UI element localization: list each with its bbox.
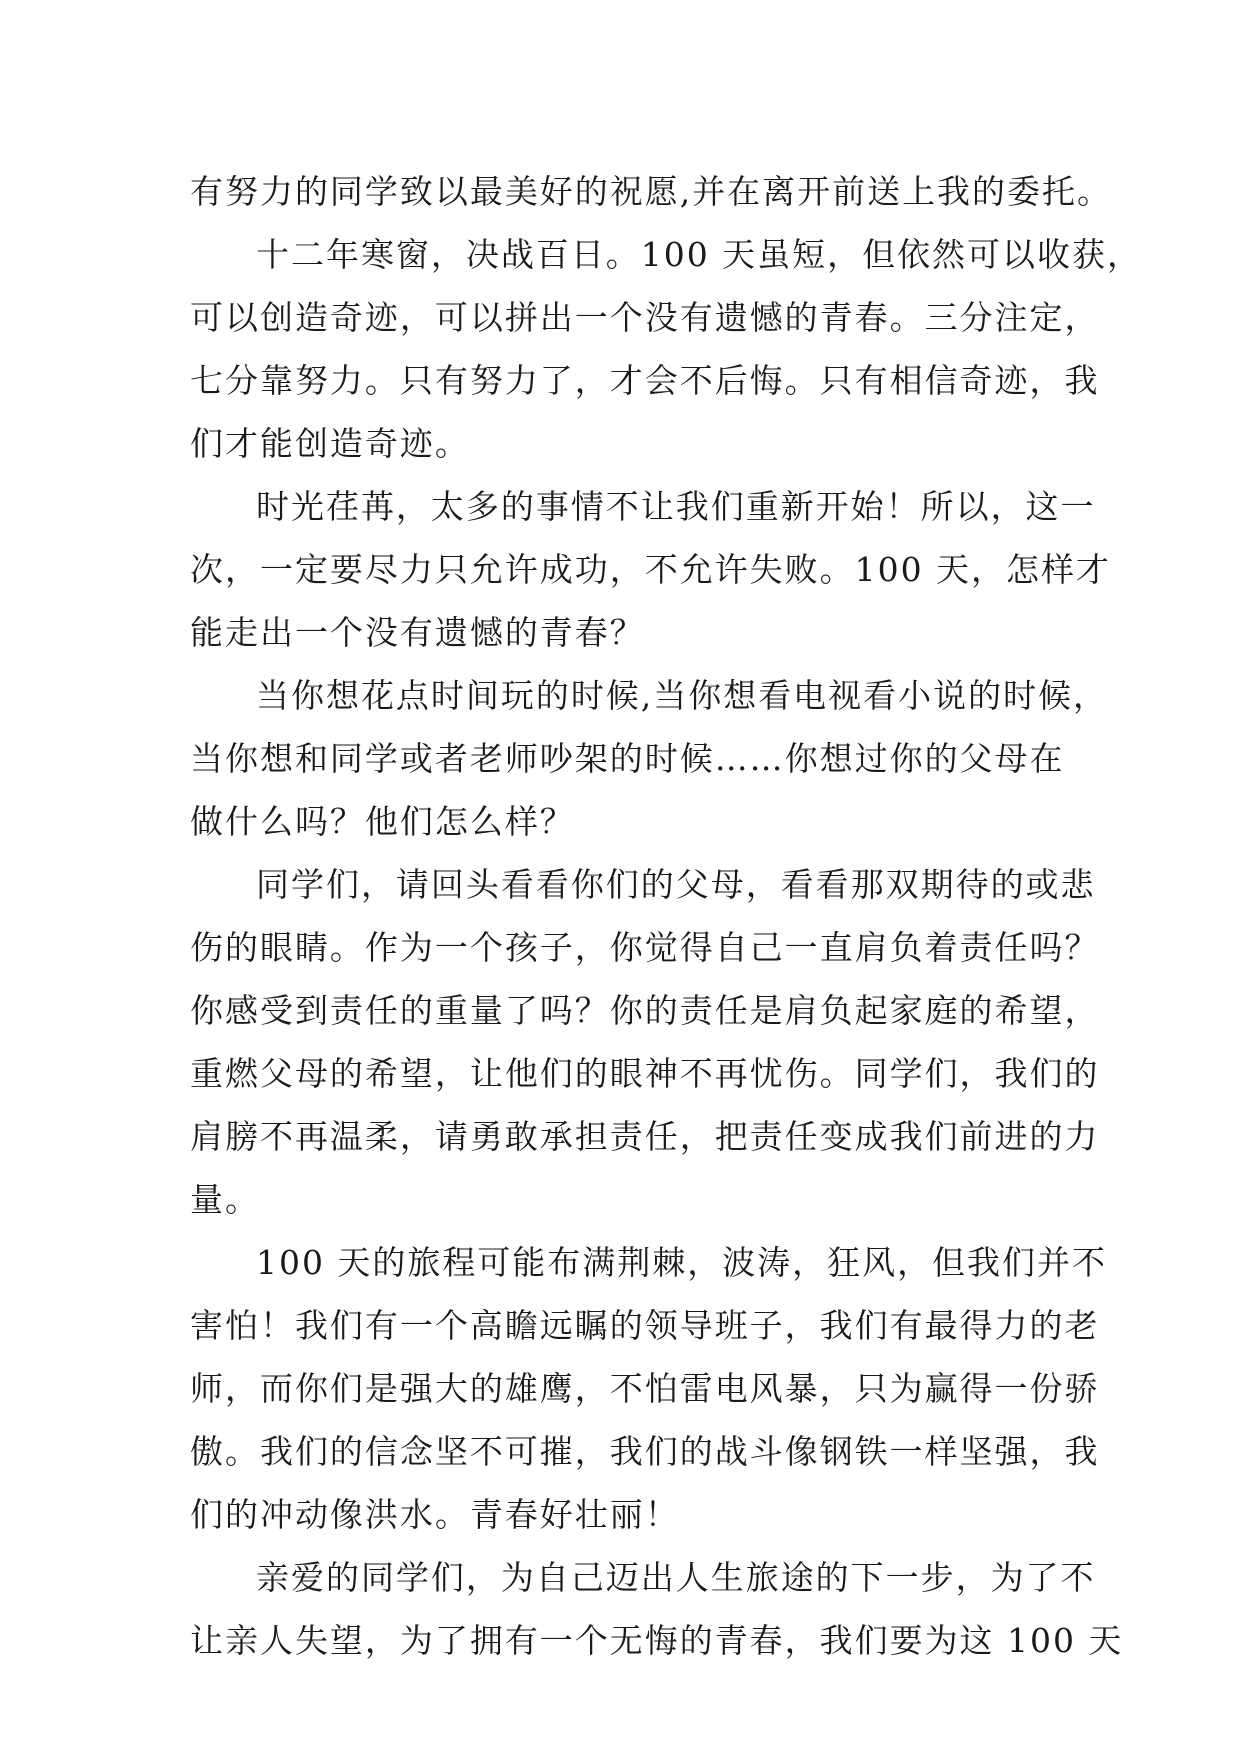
text-line: 七分靠努力。只有努力了，才会不后悔。只有相信奇迹，我 (190, 361, 1100, 400)
text-line: 时光荏苒，太多的事情不让我们重新开始！所以，这一 (256, 487, 1096, 526)
text-line: 量。 (190, 1180, 260, 1219)
text-line: 当你想花点时间玩的时候,当你想看电视看小说的时候， (256, 676, 1108, 715)
text-line: 重燃父母的希望，让他们的眼神不再忧伤。同学们，我们的 (190, 1054, 1100, 1093)
text-line: 十二年寒窗，决战百日。100 天虽短，但依然可以收获， (256, 235, 1142, 274)
text-line: 们才能创造奇迹。 (190, 424, 470, 463)
text-line: 做什么吗？他们怎么样？ (190, 802, 575, 841)
text-line: 害怕！我们有一个高瞻远瞩的领导班子，我们有最得力的老 (190, 1306, 1100, 1345)
text-line: 们的冲动像洪水。青春好壮丽！ (190, 1495, 680, 1534)
text-line: 傲。我们的信念坚不可摧，我们的战斗像钢铁一样坚强，我 (190, 1432, 1100, 1471)
text-line: 让亲人失望，为了拥有一个无悔的青春，我们要为这 100 天 (190, 1621, 1124, 1660)
text-line: 100 天的旅程可能布满荆棘，波涛，狂风，但我们并不 (256, 1243, 1107, 1282)
text-line: 能走出一个没有遗憾的青春？ (190, 613, 645, 652)
document-body (190, 160, 1142, 1672)
text-line: 同学们，请回头看看你们的父母，看看那双期待的或悲 (256, 865, 1096, 904)
text-line: 可以创造奇迹，可以拼出一个没有遗憾的青春。三分注定， (190, 298, 1100, 337)
text-line: 你感受到责任的重量了吗？你的责任是肩负起家庭的希望， (190, 991, 1100, 1030)
text-line: 当你想和同学或者老师吵架的时候……你想过你的父母在 (190, 739, 1065, 778)
text-line: 师，而你们是强大的雄鹰，不怕雷电风暴，只为赢得一份骄 (190, 1369, 1100, 1408)
text-line: 伤的眼睛。作为一个孩子，你觉得自己一直肩负着责任吗？ (190, 928, 1100, 967)
text-line: 有努力的同学致以最美好的祝愿,并在离开前送上我的委托。 (190, 172, 1112, 211)
text-line: 肩膀不再温柔，请勇敢承担责任，把责任变成我们前进的力 (190, 1117, 1100, 1156)
text-line: 次，一定要尽力只允许成功，不允许失败。100 天，怎样才 (190, 550, 1111, 589)
text-line: 亲爱的同学们，为自己迈出人生旅途的下一步，为了不 (256, 1558, 1096, 1597)
